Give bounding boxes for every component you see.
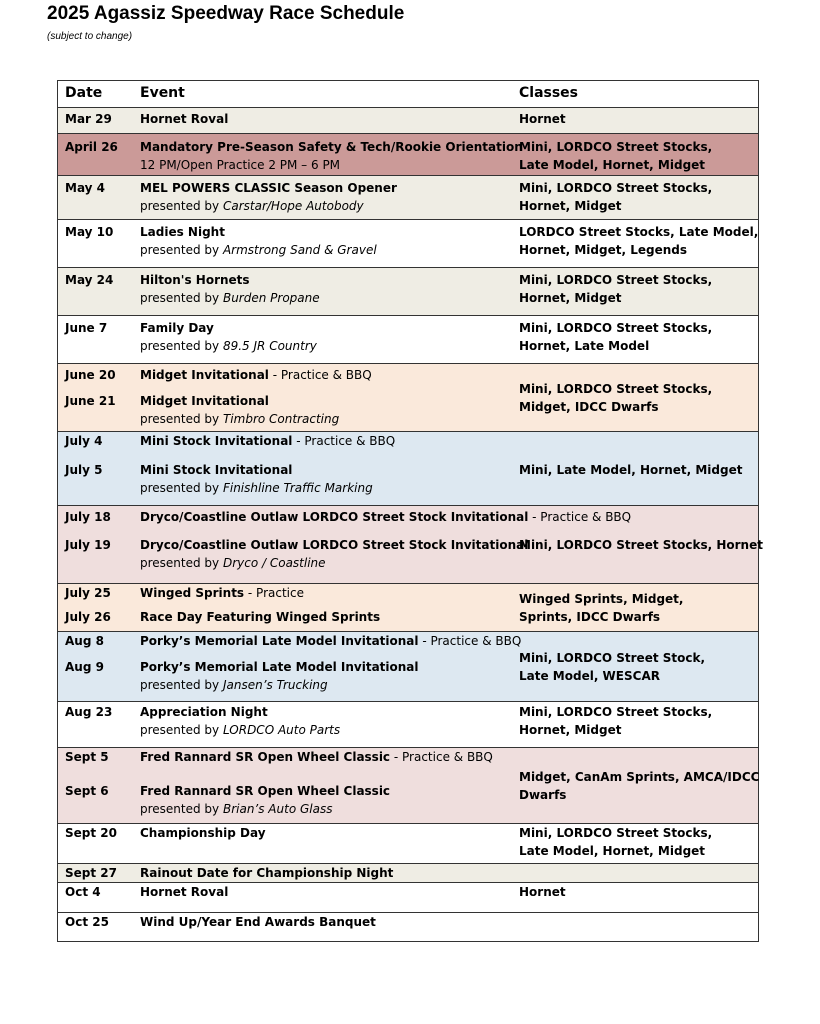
row-event: Hilton's Hornets [140, 273, 250, 287]
header-classes: Classes [519, 85, 579, 101]
row-classes: Mini, LORDCO Street Stocks, [519, 181, 713, 195]
row-classes: Sprints, IDCC Dwarfs [519, 610, 661, 624]
row-event: Mandatory Pre-Season Safety & Tech/Rookie Orientation [140, 140, 523, 154]
table-row [58, 913, 758, 942]
table-row [58, 748, 758, 824]
row-note: - Practice & BBQ [418, 634, 522, 648]
row-presented-by: presented by Timbro Contracting [140, 412, 340, 426]
sponsor: 89.5 JR Country [222, 339, 317, 353]
row-classes: Hornet, Late Model [519, 339, 650, 353]
row-event: MEL POWERS CLASSIC Season Opener [140, 181, 397, 195]
row-date: Aug 8 [65, 634, 104, 648]
sponsor: Finishline Traffic Marking [222, 481, 373, 495]
row-date-2: July 26 [65, 610, 111, 624]
row-date: Mar 29 [65, 112, 112, 126]
sponsor: Burden Propane [222, 291, 320, 305]
row-event-2: Race Day Featuring Winged Sprints [140, 610, 381, 624]
sponsor: Dryco / Coastline [222, 556, 326, 570]
row-classes: Hornet [519, 885, 566, 899]
row-note: - Practice & BBQ [390, 750, 493, 764]
row-event: Appreciation Night [140, 705, 268, 719]
row-classes: Mini, LORDCO Street Stocks, [519, 826, 713, 840]
row-classes: Mini, LORDCO Street Stocks, [519, 705, 713, 719]
row-presented-by: presented by Burden Propane [140, 291, 320, 305]
row-classes: Midget, CanAm Sprints, AMCA/IDCC [519, 770, 760, 784]
sponsor: LORDCO Auto Parts [222, 723, 341, 737]
row-event-2: Porky’s Memorial Late Model Invitational [140, 660, 419, 674]
table-row [58, 824, 758, 864]
row-event-2: Mini Stock Invitational [140, 463, 293, 477]
row-presented-by: presented by LORDCO Auto Parts [140, 723, 341, 737]
row-date: Oct 4 [65, 885, 101, 899]
sponsor: Jansen’s Trucking [222, 678, 328, 692]
row-date-2: July 5 [65, 463, 103, 477]
schedule-table [57, 80, 763, 942]
row-classes: Mini, LORDCO Street Stock, [519, 651, 706, 665]
page-subtitle: (subject to change) [47, 31, 133, 42]
row-event-2: Dryco/Coastline Outlaw LORDCO Street Stock Invitational [140, 538, 529, 552]
row-presented-by: presented by Carstar/Hope Autobody [140, 199, 364, 213]
row-classes: Winged Sprints, Midget, [519, 592, 684, 606]
row-classes: Hornet, Midget [519, 291, 622, 305]
row-presented-by: presented by Dryco / Coastline [140, 556, 326, 570]
row-date-2: July 19 [65, 538, 111, 552]
table-row [58, 864, 758, 883]
row-note: - Practice & BBQ [528, 510, 632, 524]
row-date-2: Aug 9 [65, 660, 104, 674]
row-date: May 10 [65, 225, 114, 239]
row-event: Championship Day [140, 826, 266, 840]
row-event: Rainout Date for Championship Night [140, 866, 394, 880]
table-row [58, 108, 758, 134]
row-note: - Practice & BBQ [292, 434, 396, 448]
row-date-2: Sept 6 [65, 784, 109, 798]
table-row [58, 268, 758, 316]
row-presented-by: presented by Jansen’s Trucking [140, 678, 328, 692]
row-event: Ladies Night [140, 225, 225, 239]
row-date: May 4 [65, 181, 106, 195]
header-event: Event [140, 85, 185, 101]
table-row [58, 506, 763, 584]
row-classes: Mini, LORDCO Street Stocks, [519, 382, 713, 396]
sponsor: Armstrong Sand & Gravel [222, 243, 377, 257]
row-classes: Midget, IDCC Dwarfs [519, 400, 659, 414]
row-date: May 24 [65, 273, 114, 287]
row-classes: Mini, LORDCO Street Stocks, [519, 273, 713, 287]
row-date: April 26 [65, 140, 118, 154]
row-date: Sept 27 [65, 866, 117, 880]
row-note: - Practice & BBQ [268, 368, 372, 382]
row-date: July 18 [65, 510, 111, 524]
row-date: July 4 [65, 434, 103, 448]
row-presented-by: presented by Finishline Traffic Marking [140, 481, 373, 495]
row-classes: Hornet [519, 112, 566, 126]
row-presented-by: presented by 89.5 JR Country [140, 339, 317, 353]
row-classes: Mini, Late Model, Hornet, Midget [519, 463, 743, 477]
row-classes: Hornet, Midget [519, 199, 622, 213]
row-event-detail: 12 PM/Open Practice 2 PM – 6 PM [140, 158, 341, 172]
row-event: Midget Invitational - Practice & BBQ [140, 368, 372, 382]
row-classes: Mini, LORDCO Street Stocks, Hornet [519, 538, 763, 552]
row-classes: Mini, LORDCO Street Stocks, [519, 140, 713, 154]
row-event: Porky’s Memorial Late Model Invitational - Practice & BBQ [140, 634, 522, 648]
row-event: Wind Up/Year End Awards Banquet [140, 915, 376, 929]
row-date: Sept 20 [65, 826, 117, 840]
header-date: Date [65, 85, 103, 101]
row-date-2: June 21 [65, 394, 116, 408]
table-row [58, 134, 758, 176]
row-event-2: Midget Invitational [140, 394, 269, 408]
sponsor: Brian’s Auto Glass [222, 802, 333, 816]
row-event: Family Day [140, 321, 214, 335]
row-classes: Mini, LORDCO Street Stocks, [519, 321, 713, 335]
row-classes: Dwarfs [519, 788, 567, 802]
row-classes: Late Model, Hornet, Midget [519, 158, 706, 172]
page-title: 2025 Agassiz Speedway Race Schedule [47, 3, 405, 24]
table-row [58, 220, 758, 268]
row-event: Hornet Roval [140, 112, 229, 126]
sponsor: Timbro Contracting [222, 412, 340, 426]
table-row [58, 176, 758, 220]
sponsor: Carstar/Hope Autobody [222, 199, 364, 213]
table-row [58, 702, 758, 748]
table-row [58, 883, 758, 913]
row-event: Fred Rannard SR Open Wheel Classic - Practice & BBQ [140, 750, 493, 764]
row-event: Dryco/Coastline Outlaw LORDCO Street Stock Invitational - Practice & BBQ [140, 510, 632, 524]
row-presented-by: presented by Brian’s Auto Glass [140, 802, 333, 816]
table-row [58, 316, 758, 364]
row-event-2: Fred Rannard SR Open Wheel Classic [140, 784, 391, 798]
row-classes: Hornet, Midget [519, 723, 622, 737]
row-date: June 20 [65, 368, 116, 382]
row-date: Sept 5 [65, 750, 109, 764]
row-presented-by: presented by Armstrong Sand & Gravel [140, 243, 377, 257]
table-row [58, 584, 758, 632]
row-date: Oct 25 [65, 915, 109, 929]
row-note: - Practice [244, 586, 304, 600]
row-date: July 25 [65, 586, 111, 600]
row-event: Hornet Roval [140, 885, 229, 899]
row-classes: Late Model, Hornet, Midget [519, 844, 706, 858]
table-row [58, 364, 758, 432]
row-classes: LORDCO Street Stocks, Late Model, [519, 225, 759, 239]
row-classes: Hornet, Midget, Legends [519, 243, 687, 257]
row-event: Winged Sprints - Practice [140, 586, 304, 600]
row-date: June 7 [65, 321, 108, 335]
table-header [58, 81, 758, 108]
row-event: Mini Stock Invitational - Practice & BBQ [140, 434, 396, 448]
row-date: Aug 23 [65, 705, 113, 719]
row-classes: Late Model, WESCAR [519, 669, 660, 683]
table-row [58, 432, 758, 506]
table-row [58, 632, 758, 702]
